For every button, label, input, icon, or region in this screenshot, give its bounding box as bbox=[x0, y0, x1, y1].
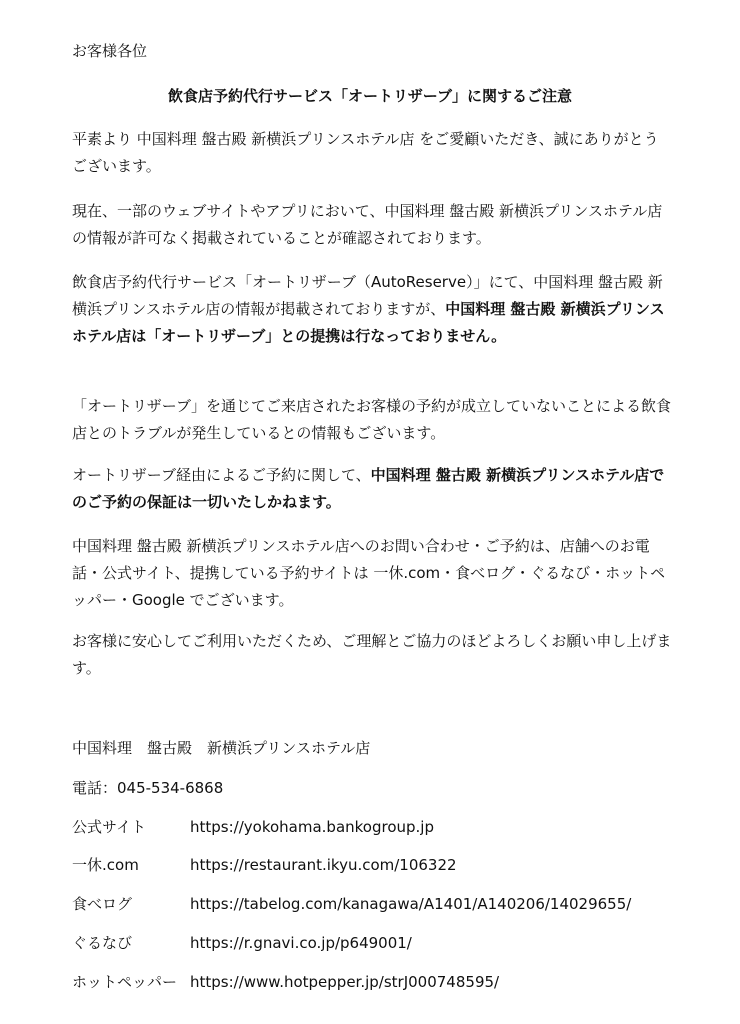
notice-title: 飲食店予約代行サービス「オートリザーブ」に関するご注意 bbox=[168, 87, 572, 105]
link-label: 公式サイト bbox=[72, 818, 146, 836]
link-url-ikyu[interactable]: https://restaurant.ikyu.com/106322 bbox=[190, 856, 457, 874]
paragraph-autoreserve-text: 飲食店予約代行サービス「オートリザーブ（AutoReserve）」にて、中国料理 盤古殿 新横浜プリンスホテル店の情報が掲載されておりますが、 bbox=[72, 273, 663, 318]
paragraph-closing: お客様に安心してご利用いただくため、ご理解とご協力のほどよろしくお願い申し上げます。 bbox=[72, 632, 672, 677]
link-row-hotpepper bbox=[72, 972, 500, 992]
paragraph-trouble: 「オートリザーブ」を通じてご来店されたお客様の予約が成立していないことによる飲食店とのトラブルが発生しているとの情報もございます。 bbox=[72, 397, 671, 442]
link-row-gnavi bbox=[72, 933, 412, 953]
paragraph-no-guarantee-emphasis: 中国料理 盤古殿 新横浜プリンスホテル店でのご予約の保証は一切いたしかねます。 bbox=[72, 466, 665, 511]
link-label: ホットペッパー bbox=[72, 973, 178, 991]
link-url-gnavi[interactable]: https://r.gnavi.co.jp/p649001/ bbox=[190, 934, 412, 952]
store-name: 中国料理 盤古殿 新横浜プリンスホテル店 bbox=[72, 739, 371, 757]
link-row-official bbox=[72, 817, 434, 837]
link-label: ぐるなび bbox=[72, 934, 133, 952]
paragraph-contact: 中国料理 盤古殿 新横浜プリンスホテル店へのお問い合わせ・ご予約は、店舗へのお電話・公式サイト、提携している予約サイトは 一休.com・食べログ・ぐるなび・ホットペッパー・Google でございます。 bbox=[72, 537, 666, 609]
link-row-ikyu bbox=[72, 855, 457, 875]
link-url-official[interactable]: https://yokohama.bankogroup.jp bbox=[190, 818, 434, 836]
link-url-tabelog[interactable]: https://tabelog.com/kanagawa/A1401/A140206/14029655/ bbox=[190, 895, 632, 913]
paragraph-unauthorized-listing: 現在、一部のウェブサイトやアプリにおいて、中国料理 盤古殿 新横浜プリンスホテル店の情報が許可なく掲載されていることが確認されております。 bbox=[72, 202, 663, 247]
paragraph-autoreserve-emphasis: 中国料理 盤古殿 新横浜プリンスホテル店は「オートリザーブ」との提携は行なっておりません。 bbox=[72, 300, 665, 345]
link-label: 一休.com bbox=[72, 856, 139, 874]
paragraph-no-guarantee bbox=[72, 462, 672, 516]
link-label: 食べログ bbox=[72, 895, 133, 913]
link-row-tabelog bbox=[72, 894, 632, 914]
paragraph-autoreserve bbox=[72, 269, 672, 350]
paragraph-no-guarantee-text: オートリザーブ経由によるご予約に関して、 bbox=[72, 466, 371, 484]
link-url-hotpepper[interactable]: https://www.hotpepper.jp/strJ000748595/ bbox=[190, 973, 500, 991]
phone-number: 電話：045-534-6868 bbox=[72, 779, 224, 797]
paragraph-greeting: 平素より 中国料理 盤古殿 新横浜プリンスホテル店 をご愛顧いただき、誠にありがとうございます。 bbox=[72, 130, 659, 175]
salutation: お客様各位 bbox=[72, 42, 148, 60]
